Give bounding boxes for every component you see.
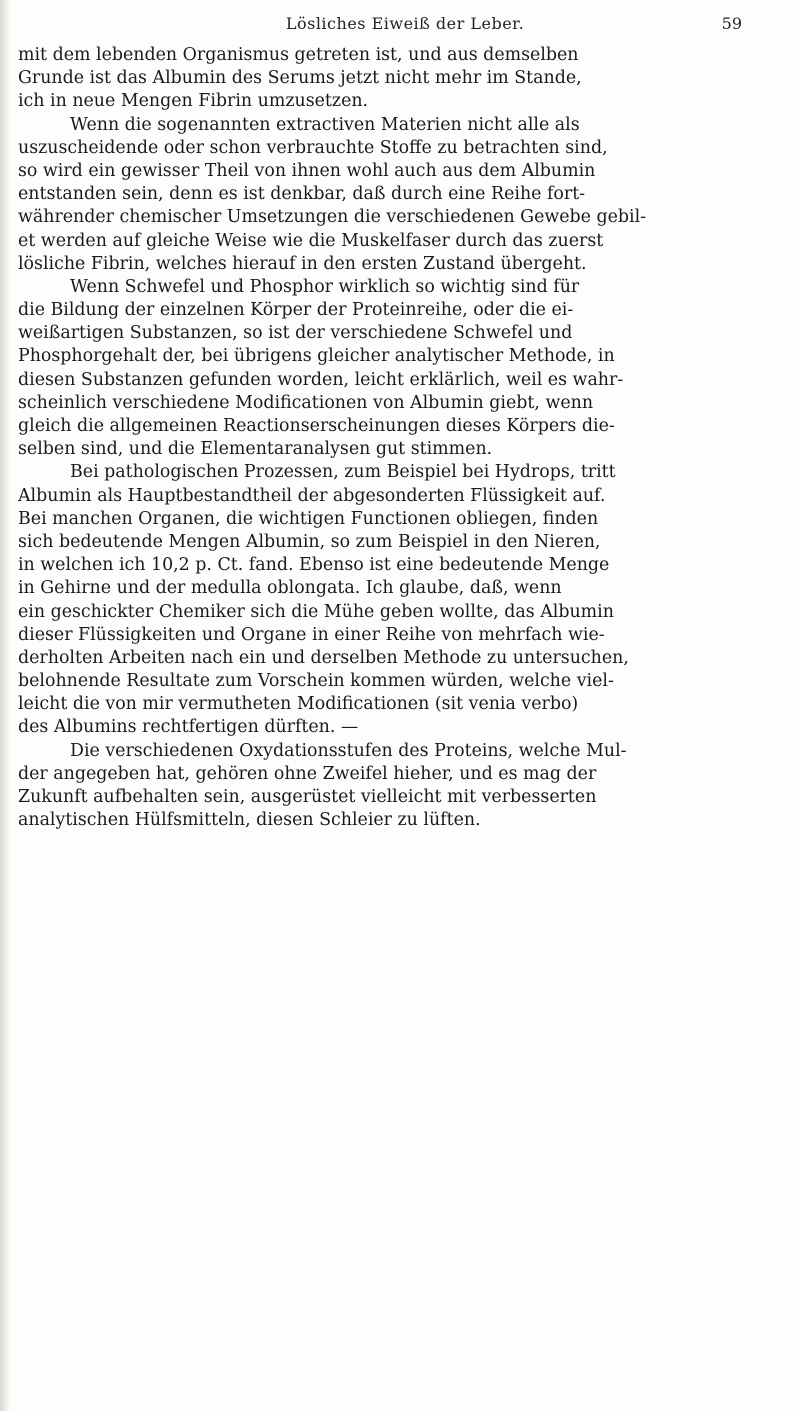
text-line: Phosphorgehalt der, bei übrigens gleicher analytischer Methode, in xyxy=(18,346,615,367)
text-line: die Bildung der einzelnen Körper der Proteinreihe, oder die ei- xyxy=(18,300,574,321)
text-line: Albumin als Hauptbestandtheil der abgesonderten Flüssigkeit auf. xyxy=(18,485,606,506)
text-line: entstanden sein, denn es ist denkbar, daß durch eine Reihe fort- xyxy=(18,184,586,205)
text-line: des Albumins rechtfertigen dürften. — xyxy=(18,717,359,738)
text-line: gleich die allgemeinen Reactionserscheinungen dieses Körpers die- xyxy=(18,416,615,436)
text-line: belohnende Resultate zum Vorschein kommen würden, welche viel- xyxy=(18,671,614,692)
text-line: dieser Flüssigkeiten und Organe in einer Reihe von mehrfach wie- xyxy=(18,624,605,645)
text-line: Zukunft aufbehalten sein, ausgerüstet vielleicht mit verbesserten xyxy=(18,787,597,807)
text-line: et werden auf gleiche Weise wie die Muskelfaser durch das zuerst xyxy=(18,230,604,251)
text-line: in Gehirne und der medulla oblongata. Ich glaube, daß, wenn xyxy=(18,578,562,599)
page-number: 59 xyxy=(721,14,742,33)
text-line: analytischen Hülfsmitteln, diesen Schleier zu lüften. xyxy=(18,810,481,831)
text-line: mit dem lebenden Organismus getreten ist, und aus demselben xyxy=(18,45,579,65)
text-line: der angegeben hat, gehören ohne Zweifel hieher, und es mag der xyxy=(18,763,597,784)
text-line: Bei manchen Organen, die wichtigen Functionen obliegen, finden xyxy=(18,508,599,529)
body-text xyxy=(18,44,760,832)
text-line: währender chemischer Umsetzungen die verschiedenen Gewebe gebil- xyxy=(18,207,647,228)
text-line: derholten Arbeiten nach ein und derselben Methode zu untersuchen, xyxy=(18,647,629,668)
text-line: diesen Substanzen gefunden worden, leicht erklärlich, weil es wahr- xyxy=(18,369,624,390)
text-line: weißartigen Substanzen, so ist der verschiedene Schwefel und xyxy=(18,323,573,344)
text-line: sich bedeutende Mengen Albumin, so zum Beispiel in den Nieren, xyxy=(18,531,601,552)
paragraph-first-line: Wenn die sogenannten extractiven Materien nicht alle als xyxy=(70,114,580,135)
paragraph-first-line: Bei pathologischen Prozessen, zum Beispiel bei Hydrops, tritt xyxy=(70,462,616,483)
running-title: Lösliches Eiweiß der Leber. xyxy=(285,14,525,33)
paragraph-first-line: Wenn Schwefel und Phosphor wirklich so wichtig sind für xyxy=(70,276,580,297)
text-line: selben sind, und die Elementaranalysen gut stimmen. xyxy=(18,439,493,460)
text-line: so wird ein gewisser Theil von ihnen wohl auch aus dem Albumin xyxy=(18,160,596,181)
page-gutter-shadow xyxy=(0,0,10,1411)
text-line: Grunde ist das Albumin des Serums jetzt nicht mehr im Stande, xyxy=(18,68,582,89)
text-line: uszuscheidende oder schon verbrauchte Stoffe zu betrachten sind, xyxy=(18,137,608,158)
text-line: lösliche Fibrin, welches hierauf in den ersten Zustand übergeht. xyxy=(18,253,587,274)
paragraph-first-line: Die verschiedenen Oxydationsstufen des Proteins, welche Mul- xyxy=(70,740,627,761)
text-line: scheinlich verschiedene Modificationen von Albumin giebt, wenn xyxy=(18,392,594,413)
text-line: leicht die von mir vermutheten Modificationen (sit venia verbo) xyxy=(18,694,579,715)
text-line: ein geschickter Chemiker sich die Mühe geben wollte, das Albumin xyxy=(18,601,614,622)
text-line: ich in neue Mengen Fibrin umzusetzen. xyxy=(18,91,369,112)
text-line: in welchen ich 10,2 p. Ct. fand. Ebenso ist eine bedeutende Menge xyxy=(18,555,610,576)
